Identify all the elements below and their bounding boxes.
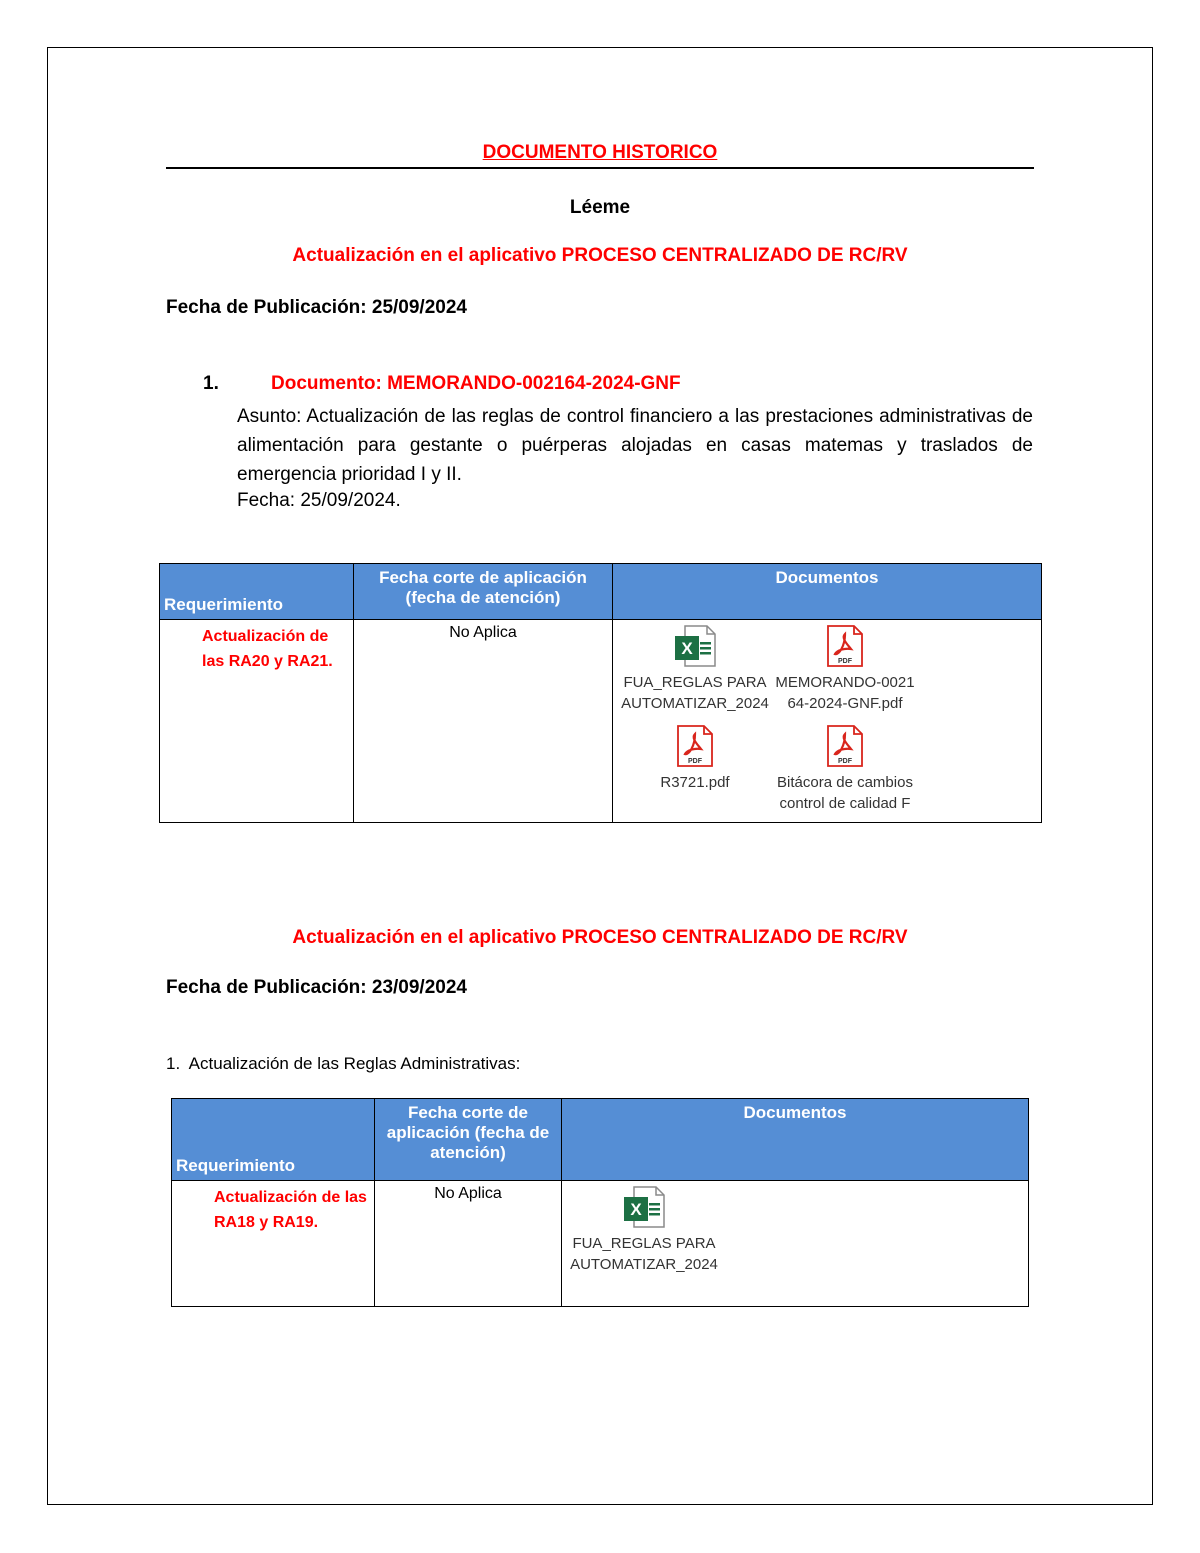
fecha-cell: No Aplica [375, 1181, 562, 1307]
col-header-requerimiento: Requerimiento [160, 564, 354, 620]
attachment-label: MEMORANDO-0021 64-2024-GNF.pdf [775, 674, 915, 712]
section1-item-title: Documento: MEMORANDO-002164-2024-GNF [271, 373, 681, 394]
pdf-icon [823, 624, 867, 668]
section1-heading: Actualización en el aplicativo PROCESO CENTRALIZADO DE RC/RV [292, 245, 908, 266]
attachment-label: FUA_REGLAS PARA AUTOMATIZAR_2024 [570, 1235, 718, 1273]
section1-item-number: 1. [203, 373, 219, 394]
attachment-pdf-r3721[interactable] [615, 724, 775, 793]
attachment-pdf-memorando[interactable] [765, 624, 925, 714]
svg-text:PDF: PDF [838, 758, 852, 765]
col-header-fecha: Fecha corte de aplicación (fecha de atención) [354, 564, 613, 620]
col-header-documentos: Documentos [562, 1099, 1029, 1181]
section1-pub-date: Fecha de Publicación: 25/09/2024 [166, 297, 467, 318]
excel-icon [673, 624, 717, 668]
pdf-icon [823, 724, 867, 768]
col-header-requerimiento: Requerimiento [172, 1099, 375, 1181]
col-header-documentos: Documentos [613, 564, 1042, 620]
col-header-fecha: Fecha corte de aplicación (fecha de atención) [375, 1099, 562, 1181]
section2-heading: Actualización en el aplicativo PROCESO CENTRALIZADO DE RC/RV [292, 927, 908, 948]
attachment-label: R3721.pdf [660, 774, 730, 791]
pdf-icon [673, 724, 717, 768]
section1-asunto [237, 402, 1033, 489]
documents-cell [562, 1181, 1029, 1307]
attachment-excel[interactable] [564, 1185, 724, 1275]
svg-text:X: X [681, 639, 693, 658]
section2-table [171, 1098, 1029, 1307]
svg-text:PDF: PDF [688, 758, 702, 765]
documents-cell [613, 620, 1042, 823]
requirement-cell: Actualización de las RA20 y RA21. [160, 620, 354, 823]
attachment-label: FUA_REGLAS PARA AUTOMATIZAR_2024 [621, 674, 769, 712]
attachment-label: Bitácora de cambios control de calidad F [777, 774, 913, 812]
attachment-excel[interactable] [615, 624, 775, 714]
section1-fecha: Fecha: 25/09/2024. [237, 490, 401, 511]
svg-text:X: X [630, 1200, 642, 1219]
requirement-cell: Actualización de las RA18 y RA19. [172, 1181, 375, 1307]
section2-list-item: 1. Actualización de las Reglas Administrativas: [166, 1054, 521, 1073]
section2-pub-date: Fecha de Publicación: 23/09/2024 [166, 977, 467, 998]
document-title: DOCUMENTO HISTORICO [482, 142, 718, 163]
section1-table [159, 563, 1042, 823]
attachment-pdf-bitacora[interactable] [765, 724, 925, 814]
readme-heading: Léeme [569, 197, 631, 218]
title-rule [166, 167, 1034, 169]
asunto-text: Asunto: Actualización de las reglas de control financiero a las prestaciones administrativas de alimentación para gestante o puérperas alojadas en casas matemas y traslados de emergencia prioridad I y II. [237, 406, 1033, 485]
svg-text:PDF: PDF [838, 658, 852, 665]
fecha-cell: No Aplica [354, 620, 613, 823]
excel-icon [622, 1185, 666, 1229]
